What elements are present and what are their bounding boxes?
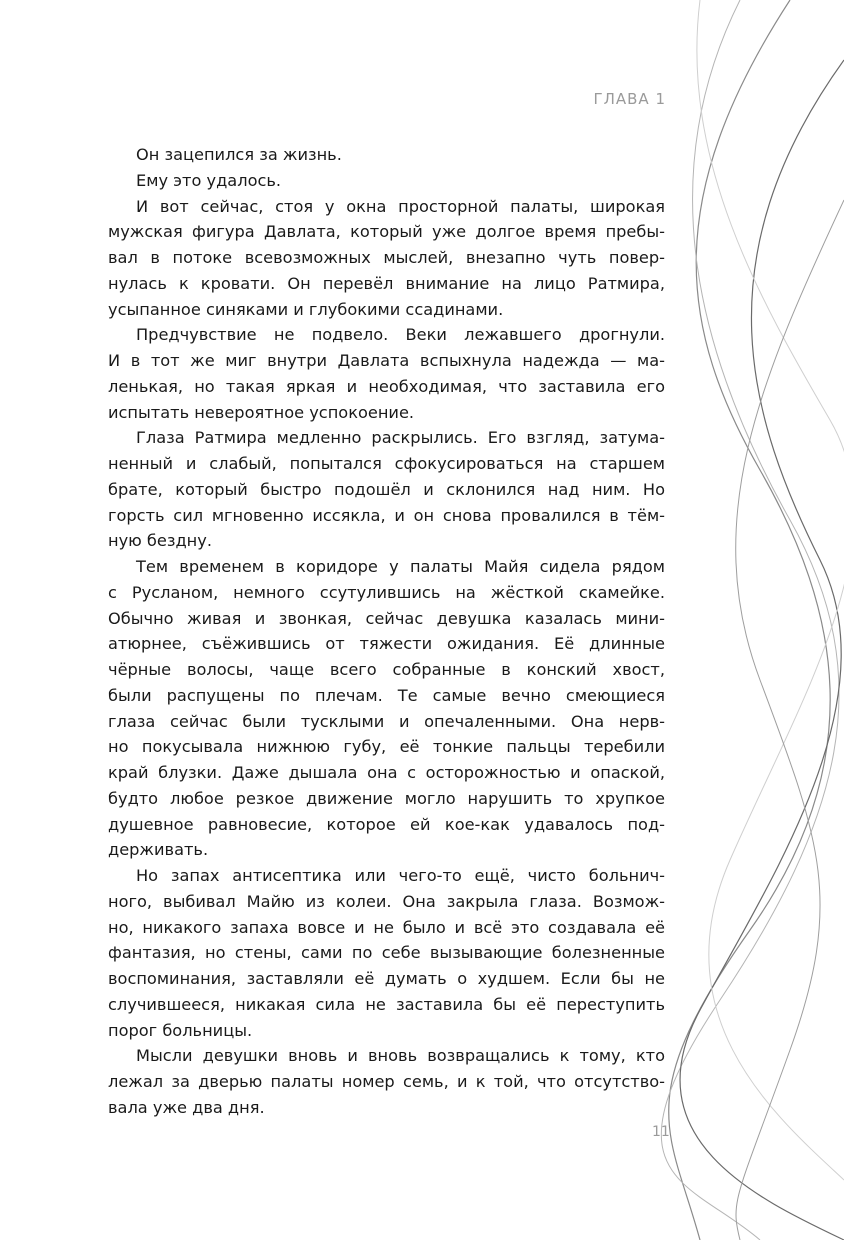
text-line: Ему это удалось. (136, 170, 282, 190)
chapter-header: ГЛАВА 1 (593, 90, 666, 108)
text-line: держивать. (108, 840, 209, 860)
text-line: И вот сейчас, стоя у окна просторной палаты, широкая (136, 196, 665, 216)
text-line: вала уже два дня. (108, 1097, 265, 1117)
text-line: атюрнее, съёжившись от тяжести ожидания. Её длинные (108, 634, 665, 654)
text-line: но, никакого запаха вовсе и не было и всё это создавала её (108, 917, 665, 937)
paragraph (108, 194, 665, 323)
text-line: чёрные волосы, чаще всего собранные в конский хвост, (108, 660, 665, 679)
wave-line (736, 200, 844, 1240)
text-line: душевное равновесие, которое ей кое-как удавалось под- (108, 814, 665, 834)
text-line: ную бездну. (108, 531, 212, 551)
text-line: но покусывала нижнюю губу, её тонкие пальцы теребили (108, 737, 665, 757)
text-line: нулась к кровати. Он перевёл внимание на лицо Ратмира, (108, 273, 665, 293)
text-line: усыпанное синяками и глубокими ссадинами. (108, 299, 504, 319)
text-line: Глаза Ратмира медленно раскрылись. Его взгляд, затума- (136, 428, 665, 448)
text-line: брате, который быстро подошёл и склонился над ним. Но (108, 479, 665, 499)
text-line: Мысли девушки вновь и вновь возвращались к тому, кто (136, 1046, 665, 1066)
text-line: были распущены по плечам. Те самые вечно смеющиеся (108, 685, 665, 705)
text-line: горсть сил мгновенно иссякла, и он снова провалился в тём- (108, 505, 665, 525)
text-line: мужская фигура Давлата, который уже долгое время пребы- (108, 222, 665, 242)
paragraph (108, 168, 665, 194)
wave-line (680, 60, 844, 1240)
wave-line (661, 0, 839, 1240)
text-line: Тем временем в коридоре у палаты Майя сидела рядом (136, 557, 665, 576)
text-line: с Русланом, немного ссутулившись на жёсткой скамейке. (108, 582, 665, 602)
text-line: ленькая, но такая яркая и необходимая, что заставила его (108, 376, 665, 396)
paragraph (108, 425, 665, 554)
decorative-wave-lines (640, 0, 844, 1240)
text-line: Он зацепился за жизнь. (136, 145, 342, 164)
text-line: вал в потоке всевозможных мыслей, внезапно чуть повер- (108, 248, 665, 267)
text-line: Но запах антисептика или чего-то ещё, чисто больнич- (136, 866, 665, 885)
text-line: край блузки. Даже дышала она с осторожностью и опаской, (108, 763, 665, 782)
text-line: Предчувствие не подвело. Веки лежавшего дрогнули. (136, 325, 665, 345)
text-line: испытать невероятное успокоение. (108, 402, 415, 422)
text-line: будто любое резкое движение могло нарушить то хрупкое (108, 788, 665, 808)
text-line: порог больницы. (108, 1020, 253, 1040)
text-line: воспоминания, заставляли её думать о худшем. Если бы не (108, 969, 665, 988)
text-line: случившееся, никакая сила не заставила бы её переступить (108, 994, 665, 1014)
text-line: ного, выбивал Майю из колеи. Она закрыла глаза. Возмож- (108, 891, 665, 911)
text-line: глаза сейчас были тусклыми и опечаленными. Она нерв- (108, 711, 665, 731)
paragraph (108, 554, 665, 863)
text-line: фантазия, но стены, сами по себе вызывающие болезненные (108, 943, 665, 963)
text-line: И в тот же миг внутри Давлата вспыхнула надежда — ма- (108, 351, 665, 370)
text-line: Обычно живая и звонкая, сейчас девушка казалась мини- (108, 608, 665, 628)
paragraph (108, 863, 665, 1043)
page-number: 11 (652, 1124, 670, 1140)
text-line: лежал за дверью палаты номер семь, и к той, что отсутство- (108, 1072, 665, 1091)
paragraph (108, 1043, 665, 1120)
paragraph (108, 142, 665, 168)
text-line: ненный и слабый, попытался сфокусироваться на старшем (108, 454, 665, 473)
body-text (108, 142, 665, 1121)
paragraph (108, 322, 665, 425)
